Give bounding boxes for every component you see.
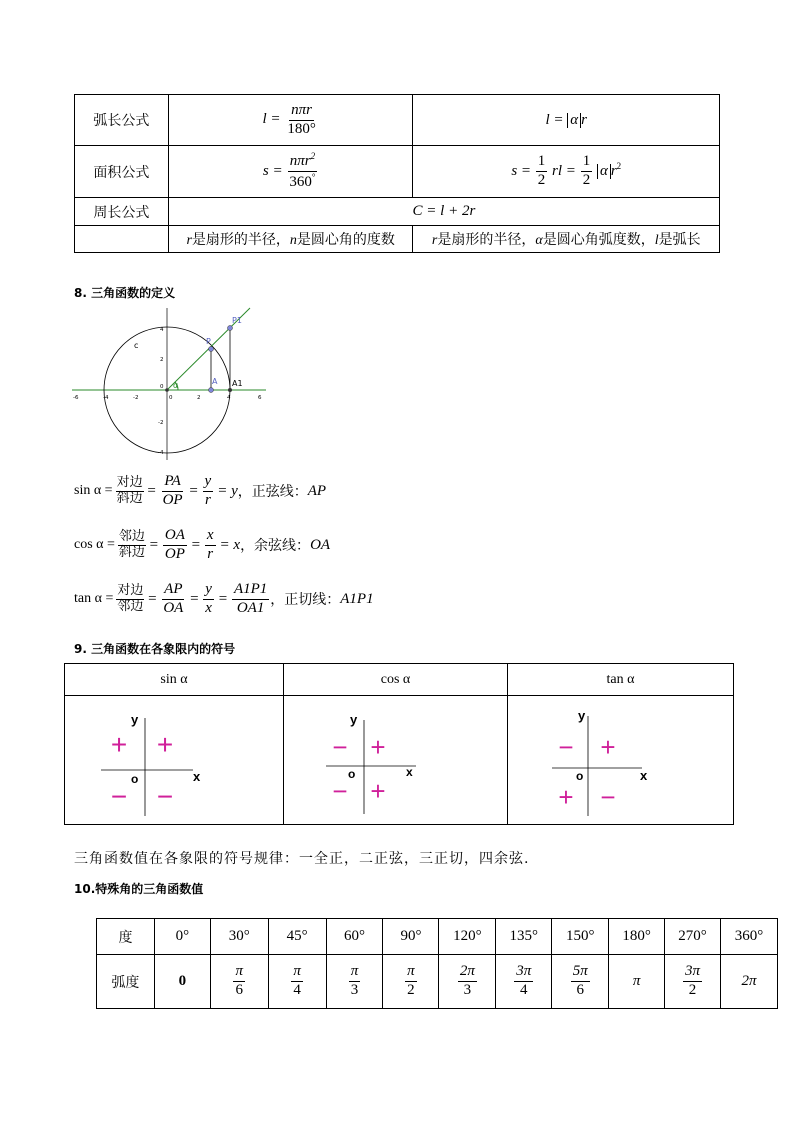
- sin-definition: sin α = $\frac{\text{对边}}{\text{斜边}}$ = $\frac{PA}{OP}$ = $\frac{y}{r}$ = y ，正弦线： AP: [74, 473, 327, 508]
- col-header-sin: sin α: [65, 664, 284, 696]
- sign-q4: −: [156, 781, 174, 812]
- degree-cell: 135°: [496, 919, 552, 955]
- row-label-note: [75, 226, 169, 253]
- origin-label: o: [576, 769, 584, 783]
- radian-cell: [383, 955, 439, 1009]
- radian-cell: [552, 955, 609, 1009]
- arc-length-deg-formula: l = $\frac{\text{nπr}}{180^\circ}$: [168, 95, 413, 146]
- col-header-tan: tan α: [508, 664, 734, 696]
- axis-y-label: y: [131, 712, 139, 727]
- arc-length-rad-formula: l = α r: [413, 95, 720, 146]
- axis-y-label: y: [350, 712, 358, 727]
- col-header-cos: cos α: [284, 664, 508, 696]
- degree-cell: 60°: [326, 919, 383, 955]
- axis-x-label: x: [640, 768, 648, 783]
- label-c: c: [134, 341, 139, 350]
- quadrant-cell-sin: [65, 696, 284, 825]
- sign-q2: −: [558, 732, 574, 762]
- radian-cell: [154, 955, 210, 1009]
- section8-heading: 8. 三角函数的定义: [74, 286, 176, 300]
- degree-cell: 30°: [210, 919, 268, 955]
- point-a: [209, 388, 214, 393]
- tan-quadrant-diagram: [508, 696, 733, 820]
- label-a: A: [212, 377, 218, 386]
- radian-cell: [665, 955, 721, 1009]
- y-tick: -4: [158, 450, 164, 456]
- y-tick: 4: [160, 327, 164, 333]
- degree-cell: 45°: [268, 919, 326, 955]
- degree-cell: 120°: [439, 919, 496, 955]
- radian-fraction: $\frac{5\pi}{6}$: [572, 963, 588, 998]
- sign-q4: +: [370, 776, 386, 806]
- x-tick: 2: [197, 395, 201, 401]
- radian-value: π: [632, 973, 641, 989]
- degree-cell: 270°: [665, 919, 721, 955]
- radian-value: 0: [178, 973, 187, 989]
- radian-cell: [268, 955, 326, 1009]
- axis-x-label: x: [193, 769, 201, 784]
- point-p1: [228, 326, 233, 331]
- axis-x-label: x: [406, 765, 413, 779]
- x-tick: 4: [227, 395, 231, 401]
- sign-q3: −: [332, 776, 348, 806]
- axis-y-label: y: [578, 708, 586, 723]
- radian-fraction: $\frac{\pi}{2}$: [407, 963, 415, 998]
- sign-q1: +: [156, 729, 174, 760]
- quadrant-cell-tan: [508, 696, 734, 825]
- area-rad-formula: s = $\frac{1}{2}$ rl = $\frac{1}{2}$ α $r^2$: [413, 146, 720, 198]
- degree-cell: 0°: [154, 919, 210, 955]
- origin-label: o: [131, 772, 139, 786]
- sector-formula-table: [74, 94, 720, 253]
- radian-fraction: $\frac{3\pi}{2}$: [685, 963, 701, 998]
- special-angles-table: [96, 918, 778, 1009]
- unit-circle-graph: [70, 304, 270, 464]
- row-label-degree: 度: [97, 919, 155, 955]
- sign-q2: +: [110, 729, 128, 760]
- note-rad: r是扇形的半径，α是圆心角弧度数，l是弧长: [413, 226, 720, 253]
- radian-fraction: $\frac{3\pi}{4}$: [516, 963, 532, 998]
- quadrant-cell-cos: [284, 696, 508, 825]
- note-deg: r是扇形的半径，n是圆心角的度数: [168, 226, 413, 253]
- row-label-arc: 弧长公式: [75, 95, 169, 146]
- radian-cell: [439, 955, 496, 1009]
- sign-q3: +: [558, 782, 574, 812]
- radian-value: 2π: [741, 973, 757, 989]
- radian-cell: [496, 955, 552, 1009]
- quadrant-sign-table: [64, 663, 734, 825]
- area-deg-formula: s = $\frac{n\pi r^2}{360^\circ}$: [168, 146, 413, 198]
- x-tick: -6: [73, 395, 79, 401]
- label-a1: A1: [232, 379, 243, 388]
- y-tick-labels: [158, 327, 164, 456]
- x-tick-labels: [73, 395, 262, 401]
- x-tick: 6: [258, 395, 262, 401]
- row-label-radian: 弧度: [97, 955, 155, 1009]
- label-p1: P1: [232, 316, 242, 325]
- degree-cell: 150°: [552, 919, 609, 955]
- radian-fraction: $\frac{\pi}{6}$: [235, 963, 243, 998]
- cos-quadrant-diagram: [284, 696, 507, 820]
- radian-fraction: $\frac{\pi}{3}$: [350, 963, 359, 998]
- point-a1: [228, 388, 232, 392]
- sign-q3: −: [110, 781, 128, 812]
- y-tick: -2: [158, 420, 164, 426]
- degree-cell: 90°: [383, 919, 439, 955]
- point-p: [209, 347, 214, 352]
- sin-quadrant-diagram: [65, 696, 283, 820]
- y-tick: 2: [160, 357, 164, 363]
- x-tick: -4: [103, 395, 109, 401]
- sign-rule-text: 三角函数值在各象限的符号规律：一全正，二正弦，三正切，四余弦.: [74, 851, 530, 867]
- label-p: P: [206, 337, 211, 346]
- x-tick: 0: [169, 395, 173, 401]
- sign-q1: +: [370, 732, 386, 762]
- label-alpha: α: [173, 381, 179, 390]
- cos-definition: cos α = $\frac{\text{邻边}}{\text{斜边}}$ = $\frac{OA}{OP}$ = $\frac{x}{r}$ = x ，余弦线： OA: [74, 527, 331, 562]
- degree-cell: 180°: [609, 919, 665, 955]
- degree-cell: 360°: [721, 919, 778, 955]
- sign-q4: −: [600, 782, 616, 812]
- x-tick: -2: [133, 395, 139, 401]
- sign-q2: −: [332, 732, 348, 762]
- section9-heading: 9. 三角函数在各象限内的符号: [74, 642, 236, 656]
- radian-cell: [326, 955, 383, 1009]
- tan-definition: tan α = $\frac{\text{对边}}{\text{邻边}}$ = $\frac{AP}{OA}$ = $\frac{y}{x}$ = $\frac{A1P1}{OA1}$ ，正切线： A1P1: [74, 581, 374, 616]
- radian-cell: [609, 955, 665, 1009]
- perimeter-formula: C = l + 2r: [168, 198, 719, 226]
- sign-q1: +: [600, 732, 616, 762]
- radian-cell: [210, 955, 268, 1009]
- origin-label: o: [348, 767, 356, 781]
- section10-heading: 10.特殊角的三角函数值: [74, 882, 204, 896]
- radian-fraction: $\frac{\pi}{4}$: [293, 963, 301, 998]
- radian-cell: [721, 955, 778, 1009]
- point-o: [165, 388, 169, 392]
- row-label-area: 面积公式: [75, 146, 169, 198]
- radian-fraction: $\frac{2\pi}{3}$: [459, 963, 475, 998]
- row-label-perimeter: 周长公式: [75, 198, 169, 226]
- y-tick: 0: [160, 384, 164, 390]
